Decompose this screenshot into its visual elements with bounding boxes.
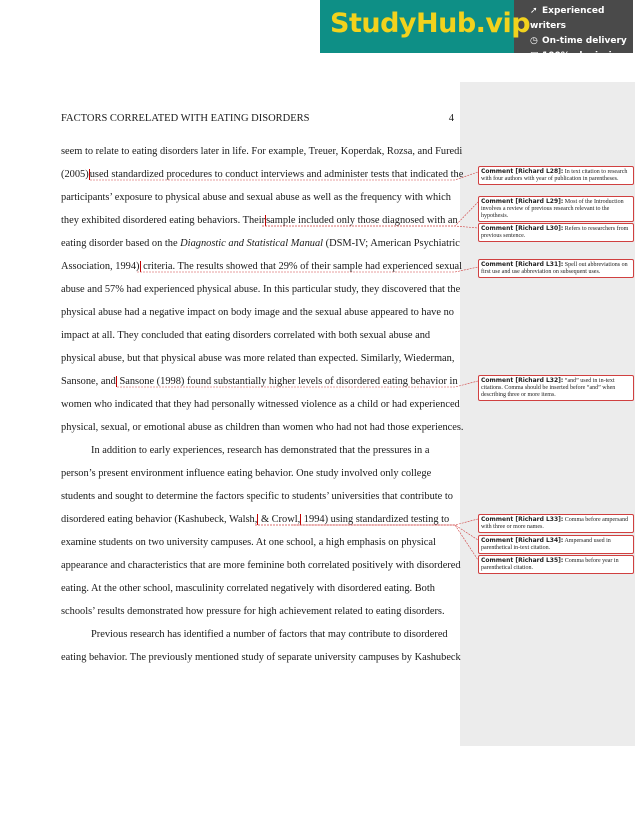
body-line: impact at all. They concluded that eating disorders correlated with both sexual abuse and bbox=[61, 330, 431, 341]
comment-box[interactable]: Comment [Richard L35]: Comma before year in parenthetical citation. bbox=[478, 555, 634, 574]
body-line: physical abuse had a negative impact on body image and the sexual abuse appeared to have no bbox=[61, 307, 454, 318]
comment-box[interactable]: Comment [Richard L29]: Most of the Introduction involves a review of previous research relevant to the hypothesis. bbox=[478, 196, 634, 222]
body-line: eating. At the other school, masculinity correlated negatively with disordered eating. Both bbox=[61, 583, 435, 594]
body-line: eating disorder based on the Diagnostic and Statistical Manual (DSM-IV; American Psychiatric bbox=[61, 238, 460, 249]
body-line: seem to relate to eating disorders later in life. For example, Treuer, Koperdak, Rozsa, and Furedi bbox=[61, 146, 463, 157]
body-line: abuse and 57% had experienced physical abuse. In this particular study, they discovered that the bbox=[61, 284, 461, 295]
running-head-title: FACTORS CORRELATED WITH EATING DISORDERS bbox=[61, 113, 310, 124]
body-line: Association, 1994) criteria. The results showed that 29% of their sample had experienced sexual bbox=[61, 261, 463, 272]
promo-banner[interactable] bbox=[320, 0, 633, 76]
body-line: eating behavior. The previously mentioned study of separate university campuses by Kashubeck bbox=[61, 652, 461, 663]
comment-box[interactable]: Comment [Richard L30]: Refers to researchers from previous sentence. bbox=[478, 223, 634, 242]
feature-item: ➚ Experienced writers bbox=[530, 6, 605, 31]
body-line: person’s present environment influence eating behavior. One study involved only college bbox=[61, 468, 432, 479]
clock-icon: ◷ bbox=[530, 36, 538, 46]
body-line: they exhibited disordered eating behaviors. Theirsample included only those diagnosed with an bbox=[61, 215, 458, 226]
comment-box[interactable]: Comment [Richard L28]: In text citation to research with four authors with year of publication in parentheses. bbox=[478, 166, 634, 185]
body-line: women who indicated that they had personally witnessed violence as a child or had experienced bbox=[61, 399, 460, 410]
body-line: (2005)used standardized procedures to conduct interviews and administer tests that indicated the bbox=[61, 169, 464, 180]
feature-item: ▣ 100% plagiarism free bbox=[530, 51, 627, 76]
body-line: participants’ exposure to physical abuse and sexual abuse as well as the frequency with which bbox=[61, 192, 451, 203]
body-line: In addition to early experiences, research has demonstrated that the pressures in a bbox=[91, 445, 430, 456]
body-line: examine students on two university campuses. At one school, a high emphasis on physical bbox=[61, 537, 436, 548]
rocket-icon: ➚ bbox=[530, 6, 538, 16]
body-line: Sansone, and Sansone (1998) found substantially higher levels of disordered eating behavior in bbox=[61, 376, 458, 387]
brand-logo: StudyHub.vip bbox=[320, 0, 514, 53]
comment-box[interactable]: Comment [Richard L32]: “and” used in in-text citations. Comma should be inserted before “and” when describing three or more items. bbox=[478, 375, 634, 401]
body-line: disordered eating behavior (Kashubeck, Walsh, & Crowl, 1994) using standardized testing to bbox=[61, 514, 450, 525]
comment-box[interactable]: Comment [Richard L31]: Spell out abbreviations on first use and use abbreviation on subsequent uses. bbox=[478, 259, 634, 278]
feature-item: ◷ On-time delivery bbox=[530, 34, 633, 49]
body-line: Previous research has identified a number of factors that may contribute to disordered bbox=[91, 629, 448, 640]
body-line: physical, sexual, or emotional abuse as children than women who had not had those experiences. bbox=[61, 422, 464, 433]
body-line: appearance and characteristics that are more feminine both correlated positively with disordered bbox=[61, 560, 461, 571]
body-line: physical abuse, but that physical abuse was more related than expected. Similarly, Wiederman, bbox=[61, 353, 455, 364]
feature-list bbox=[530, 4, 633, 79]
comment-box[interactable]: Comment [Richard L34]: Ampersand used in parenthetical in-text citation. bbox=[478, 535, 634, 554]
page-number: 4 bbox=[448, 113, 454, 124]
body-line: schools’ results demonstrated how pressure for high achievement related to eating disorders. bbox=[61, 606, 445, 617]
comment-box[interactable]: Comment [Richard L33]: Comma before ampersand with three or more names. bbox=[478, 514, 634, 533]
document-check-icon: ▣ bbox=[530, 51, 539, 61]
body-line: students and sought to determine the factors specific to students’ universities that contribute to bbox=[61, 491, 453, 502]
